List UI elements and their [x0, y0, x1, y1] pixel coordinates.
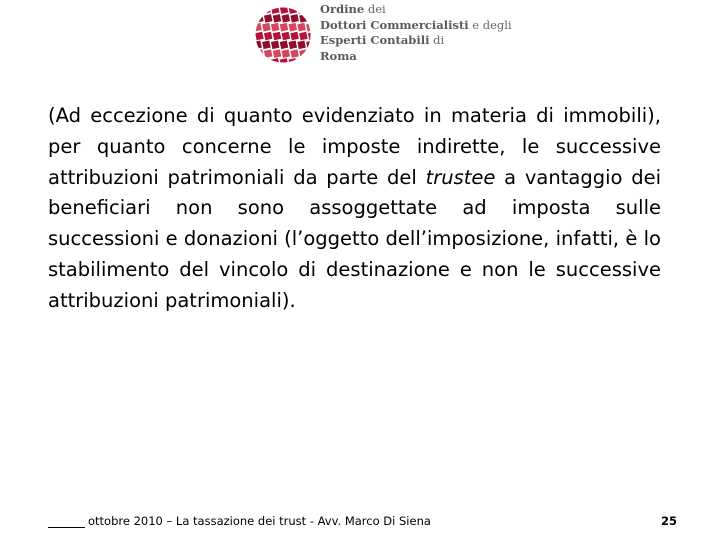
logo-tile — [255, 32, 264, 41]
logo-tile — [282, 14, 291, 23]
logo-tile — [306, 5, 314, 14]
logo-tile — [289, 23, 298, 32]
logo-tile — [253, 5, 262, 14]
slide-footer — [48, 514, 678, 532]
logo-tile — [297, 41, 306, 50]
logo-tile — [289, 41, 298, 50]
logo-tile — [262, 23, 271, 32]
slide-body-text — [48, 101, 661, 317]
logo-tile — [282, 32, 291, 41]
logo-line1: Ordine — [320, 2, 365, 16]
logo-tile — [264, 32, 273, 41]
logo-line2-suffix: e degli — [472, 17, 512, 32]
logo-tile — [306, 58, 314, 66]
logo-tile — [297, 23, 306, 32]
body-text-part2: a vantaggio dei beneficiari non sono assoggettate ad imposta sulle successioni e donazioni (l’oggetto dell’imposizione, infatti, è lo stabilimento del vincolo di destinazione e non le successive attribuzioni patrimoniali). — [48, 165, 661, 312]
logo-tile — [271, 23, 280, 32]
body-text-part1: (Ad eccezione di quanto evidenziato in materia di immobili), per quanto concerne le imposte indirette, le successive attribuzioni patrimoniali da parte del — [48, 104, 661, 189]
logo-tile — [280, 23, 289, 32]
logo-tile — [253, 58, 262, 66]
logo-tile — [290, 32, 299, 41]
page-number: 25 — [660, 514, 677, 528]
logo-tile — [308, 14, 314, 23]
logo-tile — [280, 41, 289, 50]
footer-text: ottobre 2010 – La tassazione dei trust - Avv. Marco Di Siena — [88, 514, 431, 528]
logo-line4: Roma — [320, 48, 357, 63]
footer-rule — [48, 527, 85, 528]
logo-tile — [264, 14, 273, 23]
logo-tile — [271, 41, 280, 50]
logo-tile — [297, 58, 306, 66]
logo-line3-suffix: di — [433, 33, 445, 47]
odcec-logo-icon — [252, 4, 314, 66]
logo-tile — [290, 49, 299, 58]
logo-line2: Dottori Commercialisti — [320, 17, 469, 32]
logo-line1-suffix: dei — [367, 2, 386, 16]
logo-tile — [273, 32, 282, 41]
logo-tile — [282, 49, 291, 58]
logo-tile — [297, 5, 306, 14]
body-text-italic: trustee — [425, 165, 496, 189]
logo-wordmark — [320, 2, 512, 64]
logo-tile — [262, 41, 271, 50]
logo-tile — [273, 49, 282, 58]
logo-line3: Esperti Contabili — [320, 33, 430, 47]
logo-tile — [273, 14, 282, 23]
logo-tile — [299, 32, 308, 41]
header-logo — [252, 2, 552, 68]
logo-tile — [290, 14, 299, 23]
logo-tile — [308, 49, 314, 58]
